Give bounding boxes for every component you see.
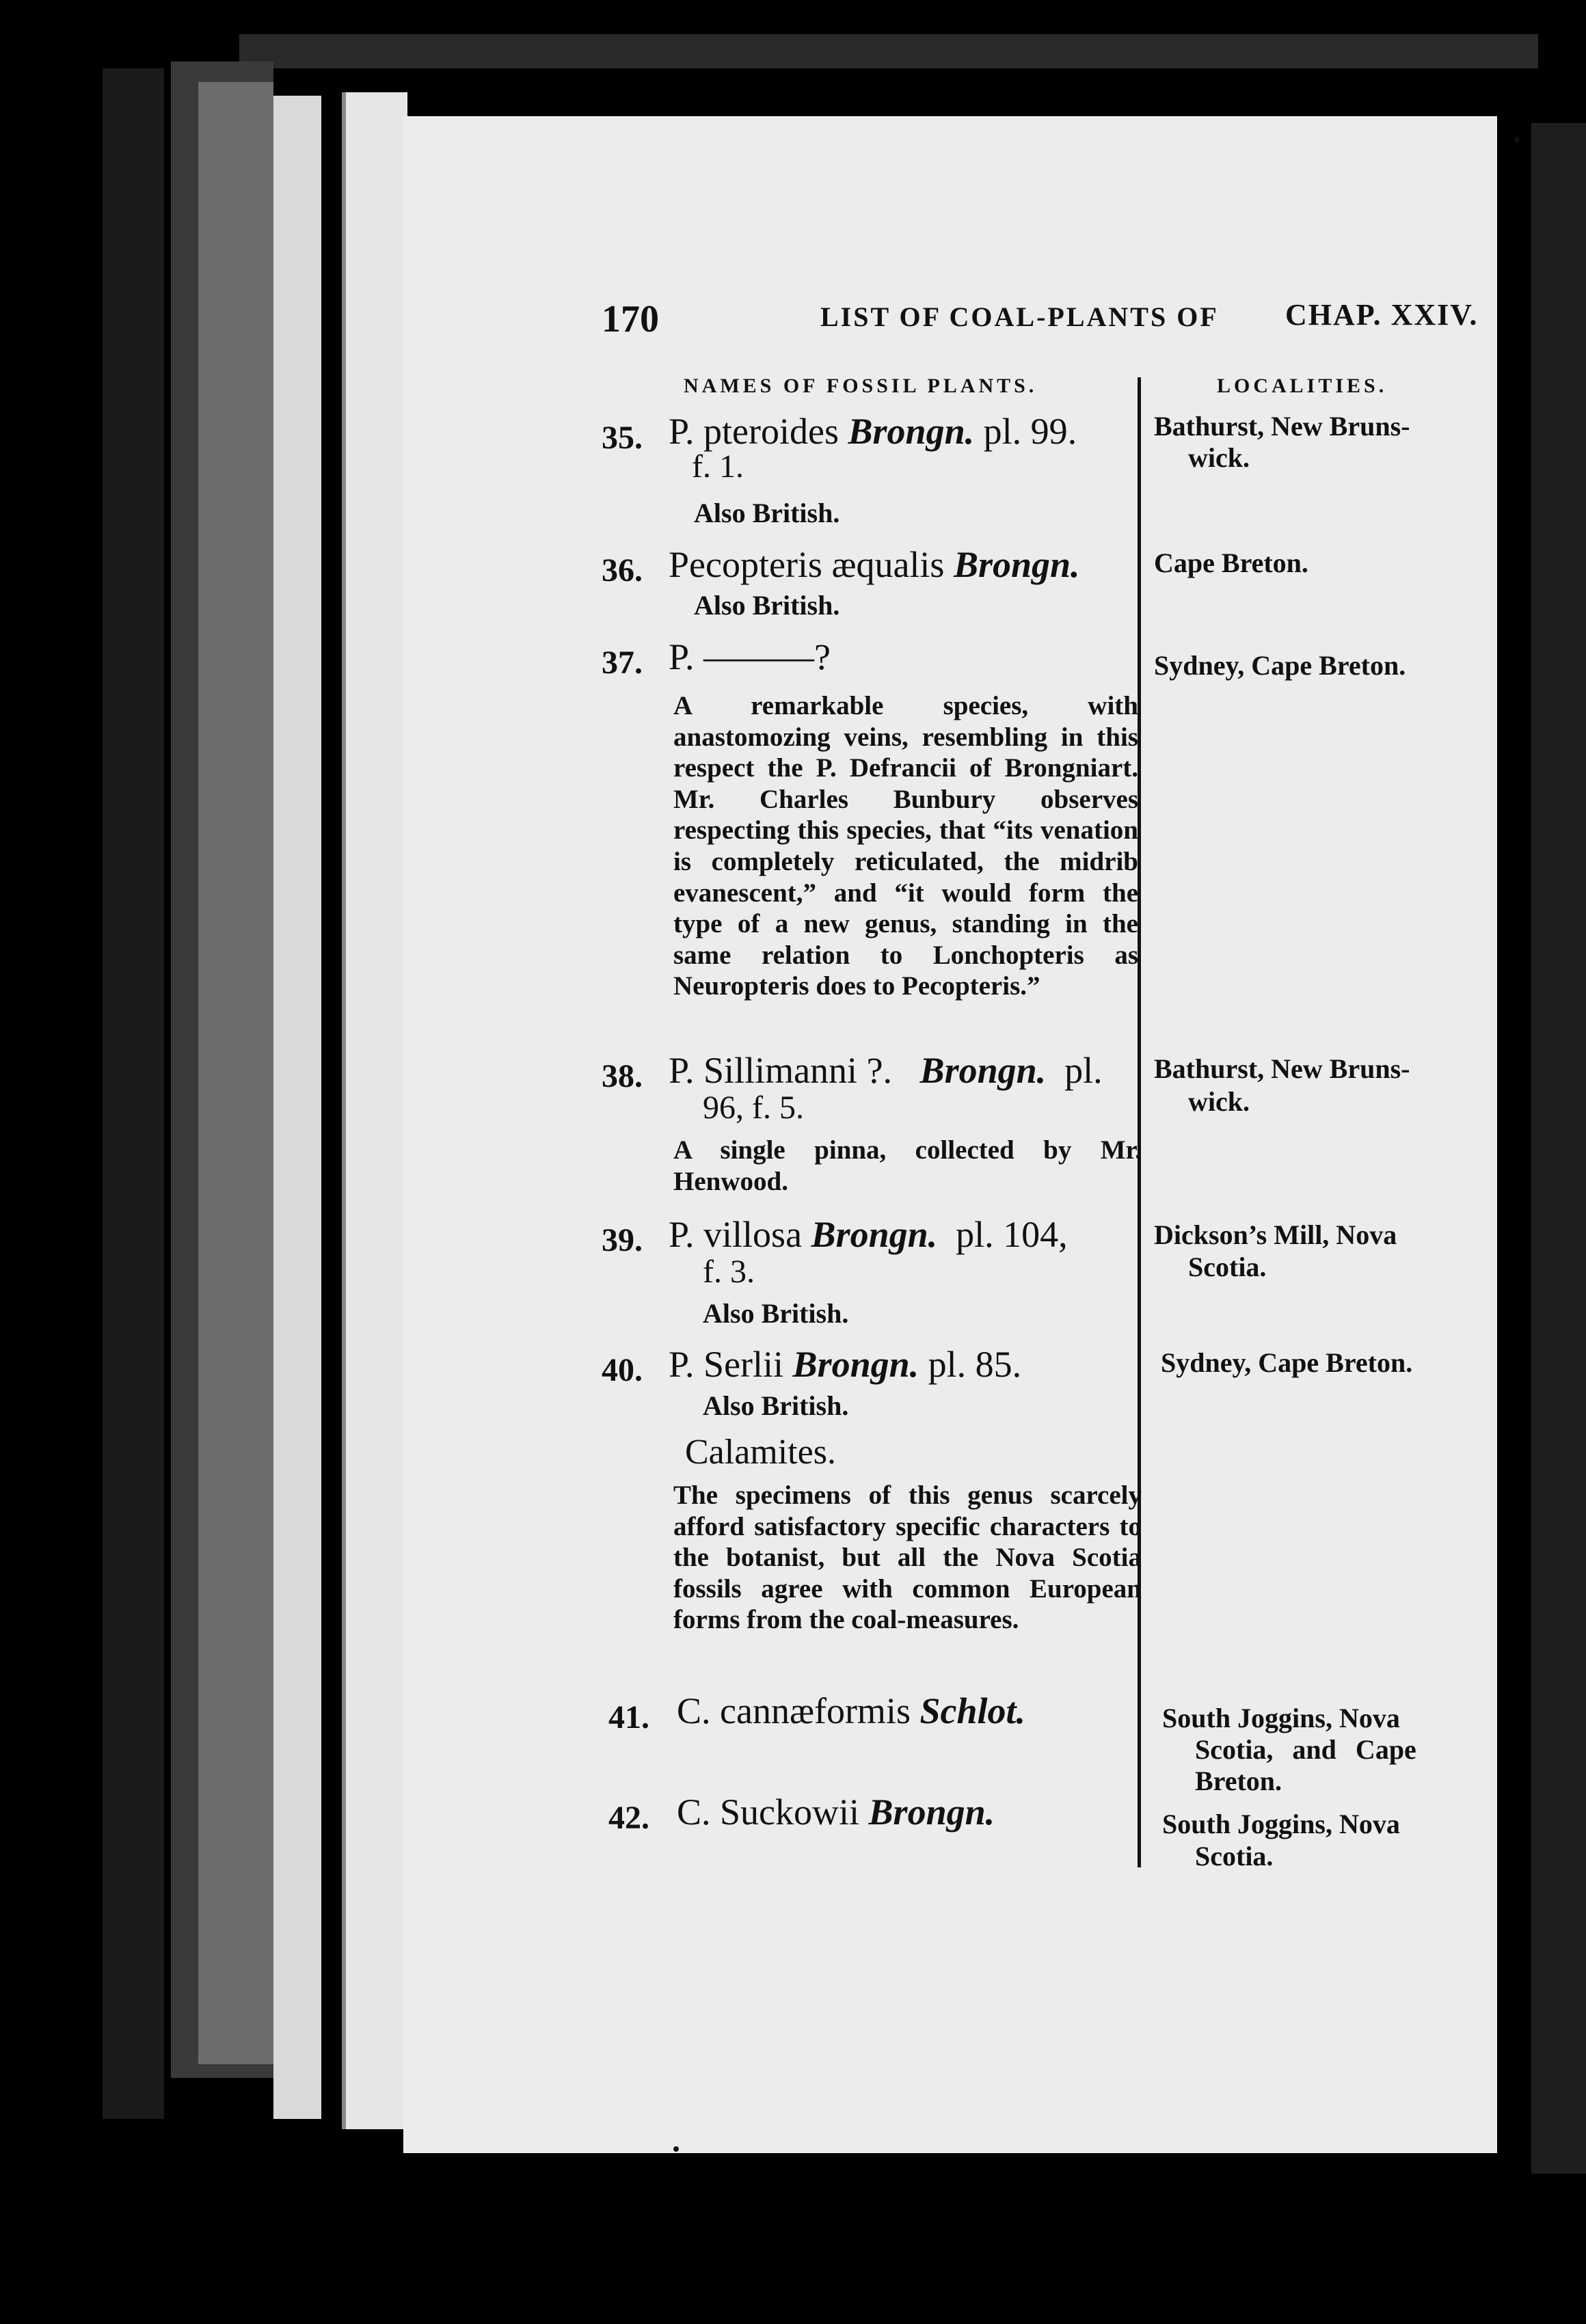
entry-locality: Breton. [1195, 1766, 1282, 1796]
entry-locality: Cape Breton. [1154, 548, 1308, 578]
entry-name-continued: 96, f. 5. [703, 1090, 804, 1126]
entry-number: 36. [602, 552, 643, 589]
chapter-label: CHAP. XXIV. [1285, 298, 1479, 332]
book-page-stack [198, 82, 273, 2064]
entry-locality: Sydney, Cape Breton. [1161, 1347, 1413, 1378]
entry-locality: wick. [1188, 1086, 1250, 1117]
genus-description: The specimens of this genus scarcely afford satisfactory specific characters to the botanist, but all the Nova Scotia fossils agree with common European forms from the coal-measures. [673, 1481, 1142, 1635]
entry-number: 37. [602, 645, 643, 681]
entry-name: P. ———? [669, 636, 831, 677]
entry-note: Also British. [694, 590, 840, 621]
entry-description: A remarkable species, with anastomozing veins, resembling in this respect the P. Defrancii of Brongniart. Mr. Charles Bunbury observes respecting this species, that “its venation is completely reticulated, the midrib evanescent,” and “it would form the type of a new genus, standing in the same relation to Lonchopteris as Neuropteris does to Pecopteris.” [673, 691, 1138, 1001]
entry-locality: South Joggins, Nova [1162, 1809, 1400, 1839]
entry-locality: South Joggins, Nova [1162, 1703, 1400, 1733]
page-number: 170 [602, 298, 659, 340]
entry-note: Also British. [694, 498, 840, 528]
column-divider [1138, 377, 1141, 1867]
entry-number: 41. [608, 1699, 649, 1735]
ink-speck [673, 2146, 679, 2152]
entry-locality: Bathurst, New Bruns- [1154, 411, 1410, 442]
column-header-names: NAMES OF FOSSIL PLANTS. [684, 375, 1038, 397]
entry-name: P. pteroides Brongn. pl. 99. [669, 411, 1077, 452]
entry-name: C. cannæformis Schlot. [677, 1690, 1026, 1731]
entry-number: 38. [602, 1058, 643, 1094]
book-right-edge [1531, 123, 1586, 2174]
entry-locality: Scotia. [1195, 1841, 1274, 1872]
entry-locality: Dickson’s Mill, Nova [1154, 1219, 1397, 1250]
entry-name-continued: f. 3. [703, 1254, 755, 1290]
book-page-edges [342, 92, 407, 2129]
entry-number: 35. [602, 420, 643, 456]
entry-locality: wick. [1188, 442, 1250, 473]
entry-name-continued: f. 1. [692, 448, 744, 485]
entry-locality: Bathurst, New Bruns- [1154, 1053, 1410, 1084]
entry-number: 42. [608, 1800, 649, 1836]
entry-name: Pecopteris æqualis Brongn. [669, 544, 1080, 585]
entry-locality: Sydney, Cape Breton. [1154, 650, 1406, 681]
entry-description: A single pinna, collected by Mr. Henwood. [673, 1135, 1142, 1196]
ink-speck [1514, 137, 1520, 142]
running-title: LIST OF COAL-PLANTS OF [820, 301, 1219, 332]
column-header-localities: LOCALITIES. [1217, 375, 1388, 397]
entry-number: 40. [602, 1352, 643, 1388]
entry-note: Also British. [703, 1298, 849, 1329]
entry-name: P. villosa Brongn. pl. 104, [669, 1214, 1068, 1255]
book-page-stack-light [273, 96, 321, 2119]
genus-heading: Calamites. [685, 1433, 836, 1472]
entry-number: 39. [602, 1222, 643, 1258]
entry-name: C. Suckowii Brongn. [677, 1792, 995, 1833]
book-top-edge [239, 34, 1538, 68]
entry-name: P. Sillimanni ?. Brongn. pl. [669, 1050, 1103, 1091]
book-cover-edge [103, 68, 164, 2119]
entry-name: P. Serlii Brongn. pl. 85. [669, 1344, 1022, 1385]
entry-locality: Scotia, and Cape [1195, 1734, 1416, 1765]
entry-note: Also British. [703, 1390, 849, 1421]
entry-locality: Scotia. [1188, 1252, 1267, 1282]
